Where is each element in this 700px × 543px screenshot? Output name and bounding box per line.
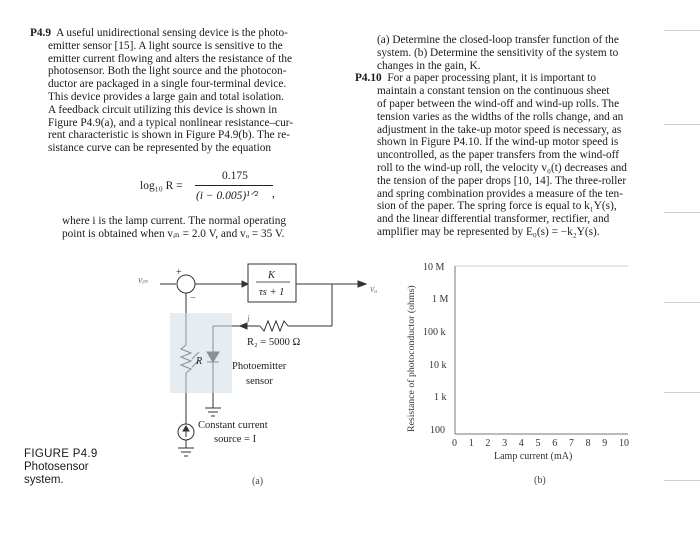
x-axis-label: Lamp current (mA) bbox=[494, 451, 573, 462]
figure-caption-title: FIGURE P4.9 bbox=[24, 448, 98, 460]
x-tick-label: 2 bbox=[485, 438, 491, 449]
arrowhead bbox=[242, 281, 248, 287]
arrowhead bbox=[240, 323, 247, 329]
text-line: sion of the paper. The spring force is equal to k₁Y(s), bbox=[377, 200, 617, 213]
x-tick-label: 1 bbox=[468, 438, 474, 449]
text-line: uncontrolled, as the paper transfers from the wind-off bbox=[377, 149, 619, 162]
text-line: and the linear differential transformer, rectifier, and bbox=[377, 213, 610, 226]
text-line: Figure P4.9(a), and a typical nonlinear resistance–cur- bbox=[48, 116, 294, 129]
x-tick-label: 8 bbox=[585, 438, 591, 449]
text-line: A useful unidirectional sensing device is the photo- bbox=[56, 27, 288, 39]
x-tick-label: 10 bbox=[619, 438, 629, 449]
equation-trailing: , bbox=[272, 188, 275, 200]
part-a-label: (a) bbox=[252, 476, 264, 487]
plus-label: + bbox=[176, 267, 182, 278]
text-line: This device provides a large gain and total isolation. bbox=[48, 90, 285, 103]
y-tick-label: 100 k bbox=[423, 327, 446, 338]
text-line: amplifier may be represented by E₀(s) = −k₂Y(s). bbox=[377, 225, 600, 238]
problem-number: P4.9 bbox=[30, 27, 52, 39]
r2-label: R₂ = 5000 Ω bbox=[247, 337, 301, 348]
y-tick-label: 100 bbox=[430, 425, 445, 436]
vo-label: vₒ bbox=[370, 284, 378, 295]
y-tick-label: 1 k bbox=[434, 392, 447, 403]
text-line: rent characteristic is shown in Figure P4.9(b). The re- bbox=[48, 129, 290, 142]
text-line: where i is the lamp current. The normal operating bbox=[62, 215, 287, 227]
x-tick-label: 9 bbox=[602, 438, 608, 449]
output-arrowhead bbox=[358, 281, 366, 287]
x-tick-label: 0 bbox=[452, 438, 457, 449]
r-label: R bbox=[196, 356, 203, 367]
text-line: point is obtained when vᵢₙ = 2.0 V, and vₒ = 35 V. bbox=[62, 227, 285, 240]
text-line: adjustment in the take-up motor speed is necessary, as bbox=[377, 123, 622, 136]
photoemitter-label: Photoemitter bbox=[232, 361, 287, 372]
figure-caption-line: system. bbox=[24, 474, 64, 486]
gain-numerator: K bbox=[268, 270, 276, 281]
current-source-label: Constant current bbox=[198, 420, 268, 431]
text-line: (a) Determine the closed-loop transfer function of the bbox=[377, 34, 619, 46]
x-tick-label: 7 bbox=[568, 438, 574, 449]
minus-label: − bbox=[190, 293, 196, 304]
x-tick-label: 6 bbox=[552, 438, 558, 449]
text-line: tension varies as the widths of the rolls change, and an bbox=[377, 110, 624, 123]
figure-caption-line: Photosensor bbox=[24, 461, 89, 473]
gain-denominator: τs + 1 bbox=[259, 287, 285, 298]
text-line: of paper between the wind-off and wind-up rolls. The bbox=[377, 97, 620, 110]
x-tick-label: 3 bbox=[502, 438, 508, 449]
sensor-label: sensor bbox=[246, 376, 273, 387]
text-line: ductor are packaged in a single four-terminal device. bbox=[48, 78, 287, 91]
part-b-label: (b) bbox=[534, 475, 546, 486]
text-line: shown in Figure P4.10. If the wind-up motor speed is bbox=[377, 136, 619, 149]
y-tick-label: 10 M bbox=[423, 262, 445, 273]
equation-lhs: log₁₀ R = bbox=[140, 180, 183, 192]
text-line: photosensor. Both the light source and the photocon- bbox=[48, 65, 287, 78]
r2-resistor bbox=[260, 321, 288, 331]
x-tick-label: 4 bbox=[518, 438, 524, 449]
text-line: For a paper processing plant, it is important to bbox=[387, 72, 596, 85]
x-tick-label: 5 bbox=[535, 438, 541, 449]
y-axis-label: Resistance of photoconductor (ohms) bbox=[406, 285, 417, 432]
x-tick-labels bbox=[452, 438, 629, 449]
i-label: i bbox=[247, 314, 250, 325]
package-shading bbox=[170, 313, 232, 393]
problem-number: P4.10 bbox=[355, 72, 382, 85]
text-line: and spring combination provides a measure of the ten- bbox=[377, 187, 623, 200]
y-tick-label: 1 M bbox=[432, 294, 449, 305]
text-line: emitter current flowing and alters the resistance of the bbox=[48, 52, 293, 65]
equation-numerator: 0.175 bbox=[222, 170, 248, 182]
text-line: changes in the gain, K. bbox=[377, 59, 481, 72]
text-line: system. (b) Determine the sensitivity of the system to bbox=[377, 46, 619, 59]
text-line: maintain a constant tension on the continuous sheet bbox=[377, 85, 610, 98]
text-line: emitter sensor [15]. A light source is sensitive to the bbox=[48, 39, 283, 52]
text-line: the tension of the paper drops [10, 14]. The three-roller bbox=[377, 174, 627, 187]
text-line: sistance curve can be represented by the equation bbox=[48, 142, 272, 155]
text-line: roll to the wind-up roll, the velocity v₀(t) decreases and bbox=[377, 161, 627, 174]
y-tick-label: 10 k bbox=[429, 360, 447, 371]
equation-denominator: (i − 0.005)¹ᐟ² bbox=[196, 190, 259, 202]
resistance-graph bbox=[406, 262, 629, 486]
vin-label: vᵢₙ bbox=[138, 275, 149, 286]
current-source-value: source = I bbox=[214, 434, 257, 445]
text-line: A feedback circuit utilizing this device is shown in bbox=[48, 103, 278, 116]
